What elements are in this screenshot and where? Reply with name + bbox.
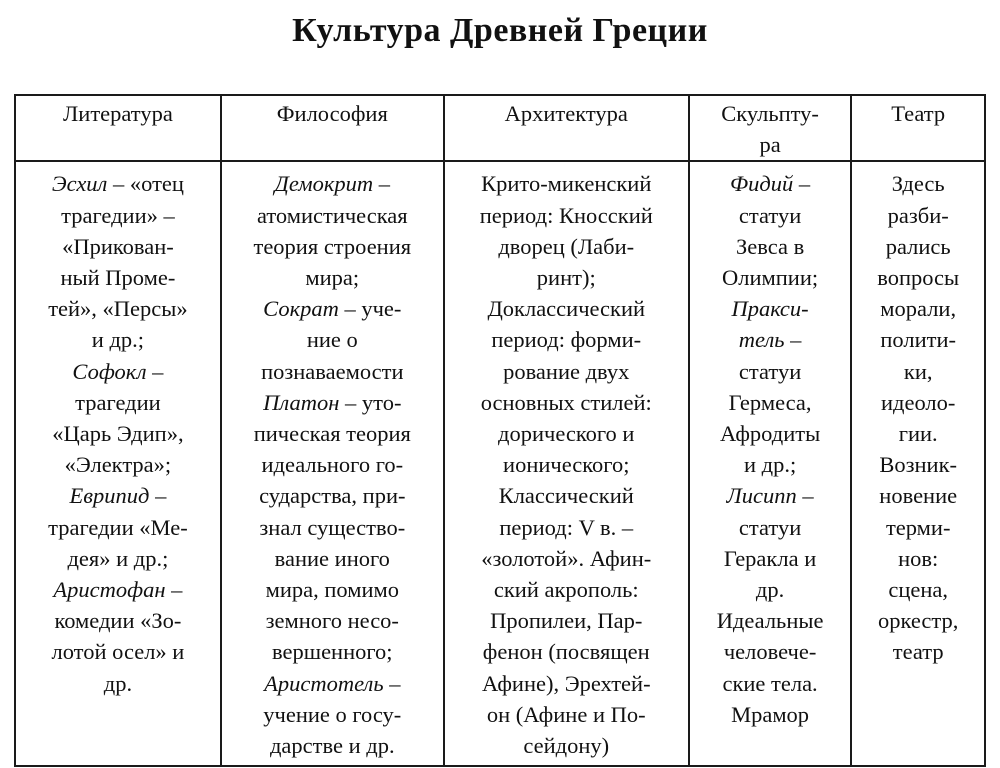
text-segment: «Электра»;: [64, 452, 172, 478]
cell-line: [19, 543, 217, 574]
cell-line: [693, 574, 848, 605]
cell-line: [19, 449, 217, 480]
cell-line: [693, 668, 848, 699]
cell-line: [225, 449, 440, 480]
text-segment: Доклассический: [487, 296, 646, 322]
text-segment: статуи: [738, 358, 802, 384]
person-name: Аристотель: [264, 670, 384, 696]
text-segment: нов:: [898, 545, 939, 571]
text-segment: терми-: [885, 514, 951, 540]
text-segment: –: [793, 171, 811, 197]
text-segment: идеоло-: [881, 389, 956, 415]
text-segment: период: Кносский: [479, 202, 653, 228]
cell-line: [855, 387, 981, 418]
cell-line: [225, 231, 440, 262]
cell-line: [225, 418, 440, 449]
cell-line: [225, 200, 440, 231]
cell-line: [448, 543, 685, 574]
person-name: Платон: [263, 389, 340, 415]
text-segment: – уто-: [339, 389, 402, 415]
cell-line: [448, 449, 685, 480]
cell-line: [19, 668, 217, 699]
text-segment: –: [796, 483, 814, 509]
person-name: Лисипп: [726, 483, 797, 509]
text-segment: лотой осел» и: [51, 639, 185, 665]
person-name: Демокрит: [274, 171, 374, 197]
cell-philosophy: [221, 161, 444, 766]
person-name: Сократ: [263, 296, 339, 322]
header-line: ра: [759, 132, 781, 158]
cell-line: [19, 480, 217, 511]
cell-line: [19, 262, 217, 293]
text-segment: пическая теория: [253, 421, 411, 447]
cell-line: [693, 387, 848, 418]
text-segment: Возник-: [879, 452, 958, 478]
text-segment: Идеальные: [716, 608, 824, 634]
header-philosophy: [221, 95, 444, 161]
cell-line: [448, 168, 685, 199]
text-segment: мира;: [305, 265, 360, 291]
cell-line: [855, 636, 981, 667]
header-row: [15, 95, 985, 161]
cell-line: [855, 293, 981, 324]
content-row: [15, 161, 985, 766]
cell-line: [225, 668, 440, 699]
cell-line: [448, 418, 685, 449]
text-segment: – «отец: [107, 171, 184, 197]
text-segment: мира, помимо: [265, 577, 399, 603]
cell-line: [19, 636, 217, 667]
text-segment: Пропилеи, Пар-: [490, 608, 643, 634]
cell-line: [225, 293, 440, 324]
cell-line: [855, 356, 981, 387]
cell-line: [225, 324, 440, 355]
text-segment: ские тела.: [722, 670, 818, 696]
text-segment: трагедии: [75, 389, 161, 415]
person-name: Пракси-: [731, 296, 809, 322]
person-name: тель: [738, 327, 785, 353]
text-segment: др.: [103, 670, 133, 696]
text-segment: –: [165, 577, 183, 603]
text-segment: Мрамор: [731, 701, 810, 727]
cell-line: [693, 636, 848, 667]
text-segment: рались: [885, 233, 951, 259]
text-segment: гии.: [898, 421, 938, 447]
text-segment: сейдону): [523, 733, 610, 759]
text-segment: ный Проме-: [60, 265, 176, 291]
cell-line: [693, 200, 848, 231]
header-theatre: [851, 95, 985, 161]
person-name: Софокл: [72, 358, 147, 384]
cell-line: [448, 636, 685, 667]
cell-line: [693, 543, 848, 574]
text-segment: Гермеса,: [728, 389, 812, 415]
text-segment: Здесь: [891, 171, 945, 197]
text-segment: дарстве и др.: [269, 733, 395, 759]
cell-line: [855, 605, 981, 636]
text-segment: морали,: [880, 296, 957, 322]
text-segment: – уче-: [338, 296, 402, 322]
header-line: Философия: [276, 101, 388, 126]
text-segment: вание иного: [274, 545, 390, 571]
cell-line: [855, 324, 981, 355]
text-segment: он (Афине и По-: [486, 701, 646, 727]
text-segment: –: [383, 670, 401, 696]
cell-line: [855, 512, 981, 543]
text-segment: период: V в. –: [499, 514, 634, 540]
text-segment: и др.;: [743, 452, 797, 478]
header-line: Скульпту-: [721, 101, 819, 126]
cell-line: [448, 605, 685, 636]
header-architecture: [444, 95, 689, 161]
text-segment: др.: [755, 577, 785, 603]
person-name: Аристофан: [53, 577, 166, 603]
text-segment: «золотой». Афин-: [481, 545, 652, 571]
text-segment: сударства, при-: [259, 483, 406, 509]
cell-line: [448, 730, 685, 761]
cell-line: [19, 168, 217, 199]
cell-line: [19, 512, 217, 543]
text-segment: статуи: [738, 202, 802, 228]
text-segment: ние о: [306, 327, 358, 353]
text-segment: тей», «Персы»: [48, 296, 188, 322]
cell-line: [693, 605, 848, 636]
cell-line: [855, 543, 981, 574]
cell-line: [225, 512, 440, 543]
cell-line: [19, 574, 217, 605]
text-segment: Зевса в: [735, 233, 805, 259]
cell-line: [448, 231, 685, 262]
text-segment: атомистическая: [256, 202, 408, 228]
cell-line: [855, 262, 981, 293]
text-segment: разби-: [887, 202, 949, 228]
header-literature: [15, 95, 221, 161]
cell-line: [448, 574, 685, 605]
text-segment: новение: [879, 483, 958, 509]
text-segment: –: [146, 358, 164, 384]
cell-line: [855, 574, 981, 605]
text-segment: познаваемости: [261, 358, 404, 384]
person-name: Еврипид: [69, 483, 150, 509]
text-segment: Афине), Эрехтей-: [481, 670, 651, 696]
text-segment: –: [784, 327, 802, 353]
cell-line: [19, 387, 217, 418]
cell-line: [448, 324, 685, 355]
cell-line: [448, 293, 685, 324]
cell-line: [448, 512, 685, 543]
cell-line: [448, 356, 685, 387]
cell-line: [225, 356, 440, 387]
text-segment: учение о госу-: [263, 701, 402, 727]
cell-line: [693, 480, 848, 511]
cell-line: [448, 699, 685, 730]
text-segment: «Прикован-: [62, 233, 174, 259]
cell-line: [855, 418, 981, 449]
cell-line: [855, 168, 981, 199]
cell-line: [225, 730, 440, 761]
cell-line: [19, 293, 217, 324]
text-segment: статуи: [738, 514, 802, 540]
cell-line: [693, 293, 848, 324]
cell-architecture: [444, 161, 689, 766]
cell-line: [19, 231, 217, 262]
cell-line: [225, 574, 440, 605]
text-segment: вершенного;: [272, 639, 393, 665]
text-segment: вопросы: [877, 265, 960, 291]
text-segment: комедии «Зо-: [54, 608, 182, 634]
person-name: Эсхил: [51, 171, 108, 197]
text-segment: –: [373, 171, 391, 197]
cell-line: [225, 387, 440, 418]
text-segment: ионического;: [503, 452, 630, 478]
cell-line: [225, 168, 440, 199]
text-segment: земного несо-: [265, 608, 399, 634]
text-segment: Афродиты: [719, 421, 821, 447]
text-segment: период: форми-: [491, 327, 642, 353]
text-segment: сцена,: [888, 577, 949, 603]
cell-line: [693, 699, 848, 730]
text-segment: основных стилей:: [480, 389, 652, 415]
text-segment: –: [149, 483, 167, 509]
cell-line: [693, 262, 848, 293]
header-line: Архитектура: [504, 101, 628, 126]
text-segment: театр: [892, 639, 944, 665]
text-segment: дея» и др.;: [67, 545, 169, 571]
text-segment: рование двух: [503, 358, 630, 384]
cell-line: [448, 262, 685, 293]
header-line: Театр: [891, 101, 946, 126]
cell-line: [448, 200, 685, 231]
cell-line: [855, 231, 981, 262]
text-segment: трагедии «Ме-: [48, 514, 188, 540]
cell-theatre: [851, 161, 985, 766]
cell-line: [693, 324, 848, 355]
text-segment: и др.;: [91, 327, 145, 353]
cell-line: [225, 262, 440, 293]
cell-line: [448, 668, 685, 699]
text-segment: ки,: [903, 358, 933, 384]
cell-line: [225, 699, 440, 730]
cell-line: [225, 480, 440, 511]
page-title: Культура Древней Греции: [292, 12, 708, 49]
cell-literature: [15, 161, 221, 766]
cell-line: [225, 605, 440, 636]
text-segment: фенон (посвящен: [482, 639, 650, 665]
text-segment: знал существо-: [259, 514, 406, 540]
cell-line: [693, 231, 848, 262]
text-segment: ринт);: [536, 265, 596, 291]
text-segment: оркестр,: [878, 608, 959, 634]
header-sculpture: [689, 95, 852, 161]
cell-line: [19, 605, 217, 636]
cell-line: [693, 418, 848, 449]
cell-line: [693, 449, 848, 480]
cell-line: [855, 480, 981, 511]
text-segment: Классический: [498, 483, 634, 509]
text-segment: дорического и: [498, 421, 635, 447]
cell-line: [19, 356, 217, 387]
text-segment: теория строения: [253, 233, 412, 259]
cell-line: [693, 512, 848, 543]
cell-line: [19, 418, 217, 449]
cell-sculpture: [689, 161, 852, 766]
text-segment: полити-: [880, 327, 957, 353]
cell-line: [19, 200, 217, 231]
text-segment: Олимпии;: [722, 265, 819, 291]
cell-line: [855, 449, 981, 480]
person-name: Фидий: [730, 171, 794, 197]
text-segment: Геракла и: [723, 545, 817, 571]
cell-line: [448, 480, 685, 511]
text-segment: идеального го-: [261, 452, 404, 478]
text-segment: дворец (Лаби-: [498, 233, 635, 259]
text-segment: «Царь Эдип»,: [52, 421, 184, 447]
cell-line: [19, 324, 217, 355]
cell-line: [855, 200, 981, 231]
text-segment: человече-: [723, 639, 817, 665]
text-segment: Крито-микенский: [481, 171, 652, 197]
culture-table: [14, 94, 986, 767]
cell-line: [693, 168, 848, 199]
text-segment: трагедии» –: [61, 202, 175, 228]
cell-line: [448, 387, 685, 418]
cell-line: [693, 356, 848, 387]
header-line: Литература: [63, 101, 173, 126]
cell-line: [225, 636, 440, 667]
cell-line: [225, 543, 440, 574]
text-segment: ский акрополь:: [493, 577, 639, 603]
